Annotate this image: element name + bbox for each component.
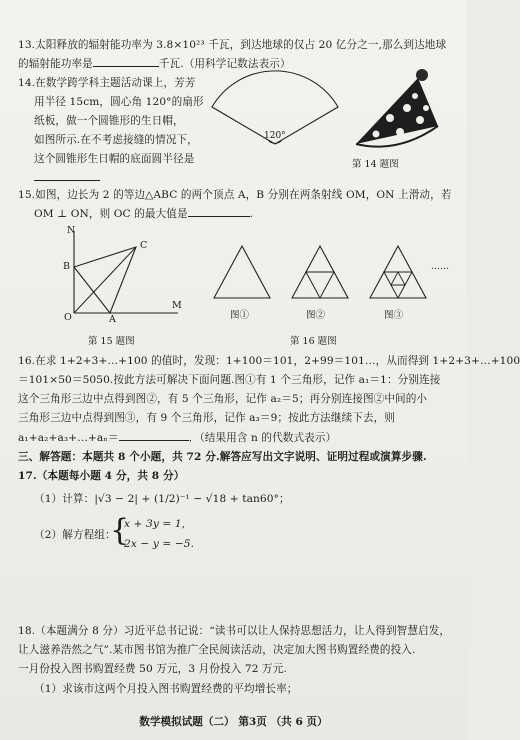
q16-line3: 这个三角形三边中点得到图②，有 5 个三角形，记作 a₂＝5；再分别连接图②中间的小: [18, 393, 428, 405]
q14-line2: 用半径 15cm，圆心角 120°的扇形: [34, 96, 204, 108]
q13-line2: [18, 56, 291, 71]
q16-label-fig2: 图②: [306, 310, 326, 321]
q16-line1: 16.在求 1+2+3+…+100 的值时，发现：1+100＝101，2+99＝101…，从而得到 1+2+3+…+100: [18, 355, 520, 367]
q16-fig1-triangle: [214, 246, 270, 298]
q18-line2: 让人滋养浩然之气”.某市图书馆为推广全民阅读活动，决定加大图书购置经费的投入.: [18, 644, 416, 656]
q13-line1: 13.太阳释放的辐射能功率为 3.8×10²³ 千瓦，到达地球的仅占 20 亿分之一,那么到达地球: [18, 39, 447, 51]
q16-label-fig3: 图③: [384, 310, 404, 321]
q16-line5-start: a₁+a₂+a₃+…+aₙ＝: [18, 432, 119, 444]
label-N: N: [67, 225, 76, 236]
q13-line2-end: 千瓦.（用科学记数法表示）: [158, 58, 291, 70]
label-O: O: [64, 312, 72, 323]
q14-answer-line: [34, 170, 100, 185]
party-hat-figure: [352, 66, 452, 158]
q14-line4: 如图所示.在不考虑接缝的情况下，: [34, 134, 198, 146]
q17-equation2: 2x − y = −5.: [124, 538, 195, 550]
q15-line2-start: OM ⊥ ON，则 OC 的最大值是: [34, 208, 188, 220]
q17-part1-label: （1）计算：: [34, 493, 95, 505]
q16-line5: [18, 430, 336, 445]
q17-part1: [34, 492, 290, 506]
q13-answer-blank: [93, 56, 159, 67]
label-M: M: [172, 300, 182, 311]
label-A: A: [109, 314, 116, 325]
q15-caption: 第 15 题图: [88, 336, 135, 347]
q13-line2-start: 的辐射能功率是: [18, 58, 93, 70]
q15-line1: 15.如图，边长为 2 的等边△ABC 的两个顶点 A，B 分别在两条射线 OM，ON 上滑动，若: [18, 189, 452, 201]
q16-figures: [210, 238, 460, 302]
q14-caption: 第 14 题图: [352, 159, 399, 170]
party-hat-pompom: [416, 69, 428, 81]
q14-answer-blank: [34, 170, 100, 181]
label-C: C: [140, 240, 148, 251]
q15-line2: [34, 206, 253, 221]
label-B: B: [63, 261, 70, 272]
q16-answer-blank: [119, 430, 189, 441]
q17-equation1: x + 3y = 1,: [124, 518, 186, 530]
q14-line5: 这个圆锥形生日帽的底面圆半径是: [34, 153, 195, 165]
section3-heading: 三、解答题：本题共 8 个小题，共 72 分.解答应写出文字说明、证明过程或演算步骤.: [18, 451, 427, 463]
equation-brace: {: [110, 513, 130, 548]
q14-line3: 纸板，做一个圆锥形的生日帽，: [34, 115, 184, 127]
q17-part2-label: （2）解方程组：: [34, 529, 116, 541]
q17-heading: 17.（本题每小题 4 分，共 8 分）: [18, 470, 185, 482]
page-footer: 数学模拟试题（二） 第3页 （共 6 页）: [139, 716, 328, 728]
q16-continuation-dots: ……: [431, 262, 449, 272]
q15-answer-blank: [188, 206, 250, 217]
q16-caption: 第 16 题图: [290, 336, 337, 347]
q17-part1-expression: |√3 − 2| + (1/2)⁻¹ − √18 + tan60°；: [94, 493, 290, 505]
q18-line1: 18.（本题满分 8 分）习近平总书记说：“读书可以让人保持思想活力，让人得到智慧启发，: [18, 625, 451, 637]
q16-label-fig1: 图①: [230, 310, 250, 321]
q18-part1: （1）求该市这两个月投入图书购置经费的平均增长率；: [34, 683, 298, 695]
q14-line1: 14.在数学跨学科主题活动课上，芳芳: [18, 77, 196, 89]
q16-fig3-inner: [391, 272, 405, 285]
q16-line2: ＝101×50＝5050.按此方法可解决下面问题.图①有 1 个三角形，记作 a₁＝1：分别连接: [18, 374, 441, 386]
q16-line4: 三角形三边中点得到图③，有 9 个三角形，记作 a₃＝9；按此方法继续下去，则: [18, 412, 396, 424]
q18-line3: 一月份投入图书购置经费 50 万元，3 月份投入 72 万元.: [18, 663, 287, 675]
q15-line2-end: .: [249, 208, 254, 220]
q16-fig2-mid: [306, 272, 334, 298]
q15-figure: [60, 225, 190, 325]
sector-angle-label: 120°: [264, 131, 286, 141]
q16-line5-end: ．（结果用含 n 的代数式表示）: [188, 432, 337, 444]
